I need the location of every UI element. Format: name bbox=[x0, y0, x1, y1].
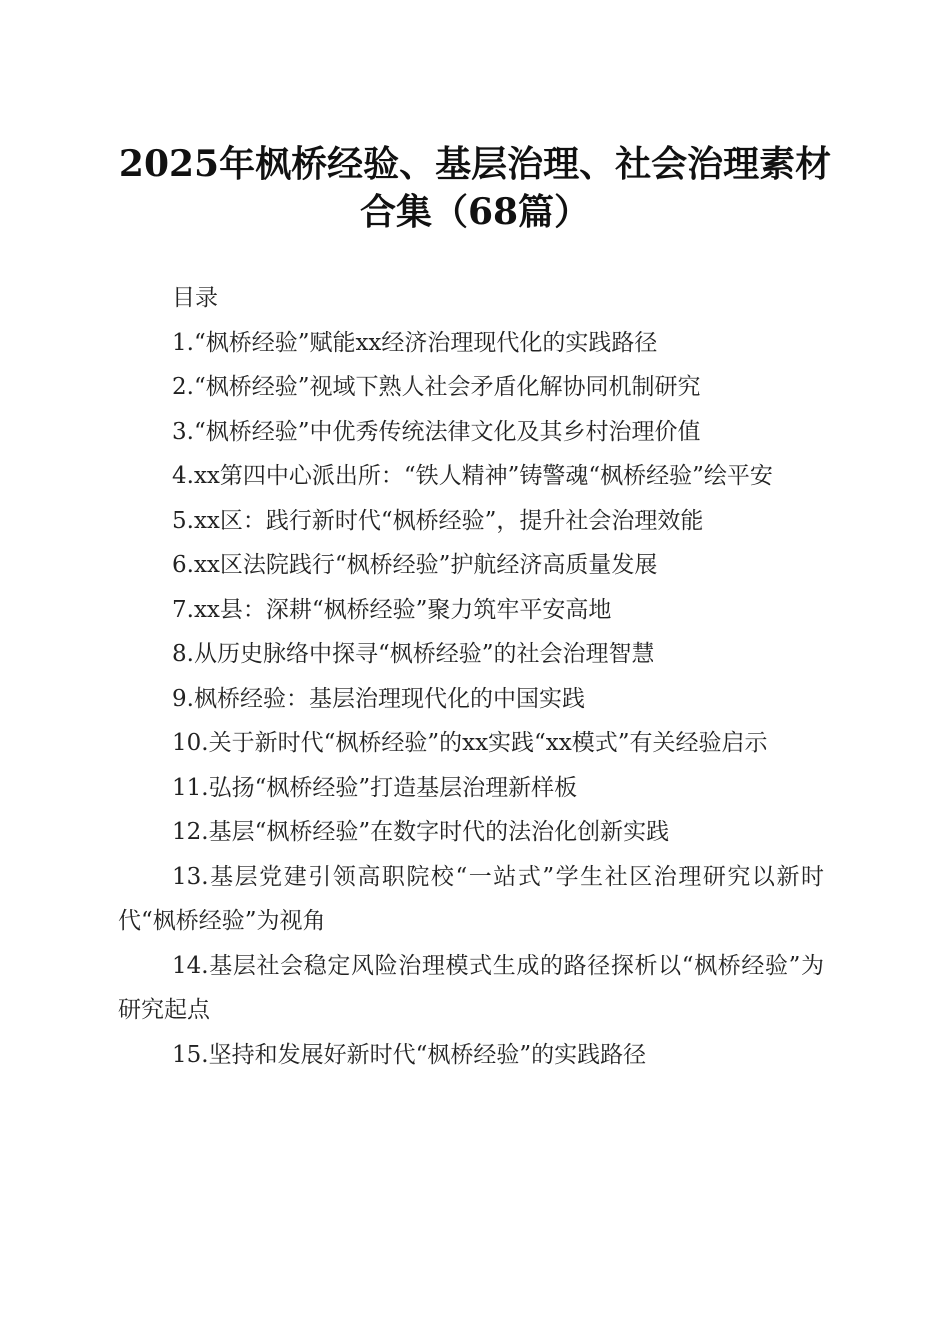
toc-item: 10.关于新时代“枫桥经验”的xx实践“xx模式”有关经验启示 bbox=[172, 730, 768, 756]
table-of-contents bbox=[118, 276, 824, 1077]
toc-item: 3.“枫桥经验”中优秀传统法律文化及其乡村治理价值 bbox=[172, 418, 701, 445]
document-title bbox=[110, 140, 840, 236]
title-line-2: 合集（68篇） bbox=[359, 191, 591, 233]
toc-item: 14.基层社会稳定风险治理模式生成的路径探析以“枫桥经验”为研究起点 bbox=[118, 952, 824, 1023]
toc-item: 7.xx县：深耕“枫桥经验”聚力筑牢平安高地 bbox=[172, 596, 612, 623]
toc-item: 6.xx区法院践行“枫桥经验”护航经济高质量发展 bbox=[172, 552, 658, 578]
toc-item: 8.从历史脉络中探寻“枫桥经验”的社会治理智慧 bbox=[172, 641, 655, 667]
toc-item: 12.基层“枫桥经验”在数字时代的法治化创新实践 bbox=[172, 819, 670, 845]
toc-item: 13.基层党建引领高职院校“一站式”学生社区治理研究以新时代“枫桥经验”为视角 bbox=[118, 863, 824, 934]
toc-item: 15.坚持和发展好新时代“枫桥经验”的实践路径 bbox=[172, 1041, 647, 1068]
toc-heading: 目录 bbox=[172, 285, 218, 311]
toc-item: 2.“枫桥经验”视域下熟人社会矛盾化解协同机制研究 bbox=[172, 374, 701, 400]
toc-item: 1.“枫桥经验”赋能xx经济治理现代化的实践路径 bbox=[172, 329, 658, 356]
toc-item: 11.弘扬“枫桥经验”打造基层治理新样板 bbox=[172, 774, 578, 801]
toc-item: 4.xx第四中心派出所：“铁人精神”铸警魂“枫桥经验”绘平安 bbox=[172, 463, 773, 489]
toc-item: 5.xx区：践行新时代“枫桥经验”，提升社会治理效能 bbox=[172, 507, 704, 534]
toc-item: 9.枫桥经验：基层治理现代化的中国实践 bbox=[172, 685, 585, 712]
title-line-1: 2025年枫桥经验、基层治理、社会治理素材 bbox=[118, 143, 832, 185]
